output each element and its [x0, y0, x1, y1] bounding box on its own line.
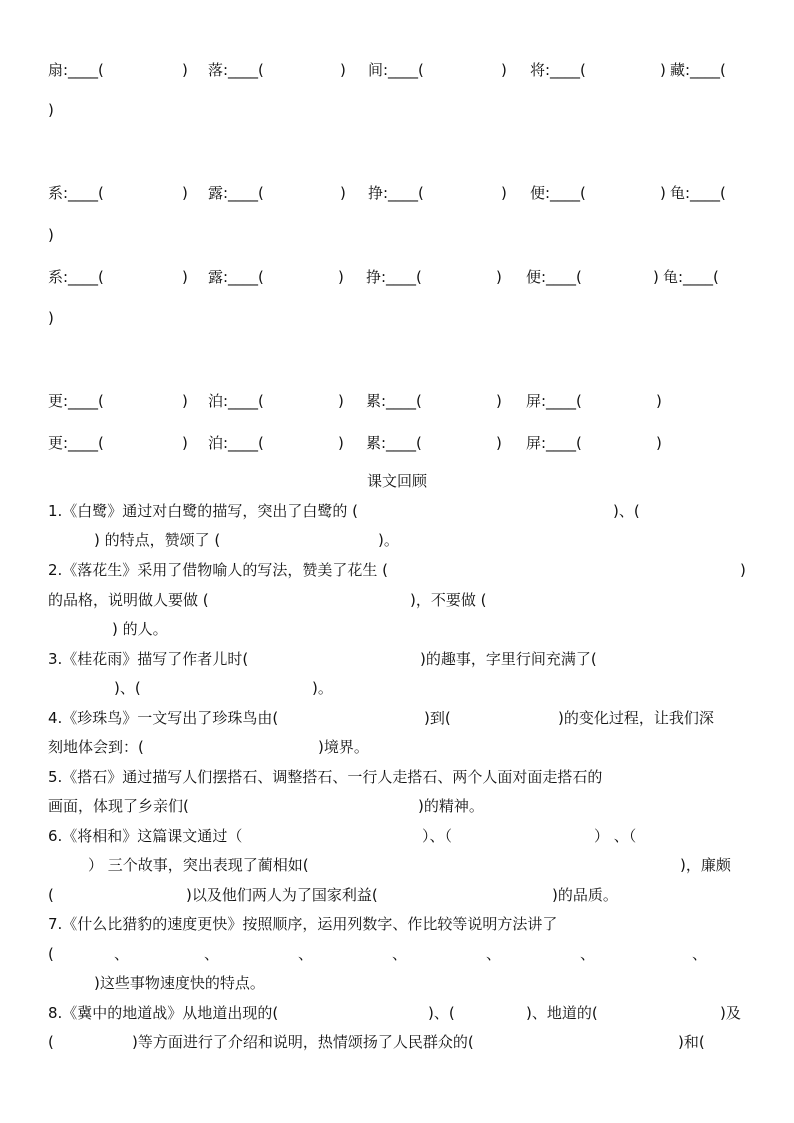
char-blank[interactable]: 泊:____( [208, 434, 264, 452]
char-blank[interactable]: 间:____( [368, 61, 424, 79]
question-5: 5.《搭石》通过描写人们摆搭石、调整搭石、一行人走搭石、两个人面对面走搭石的 [48, 768, 603, 786]
char-blank[interactable]: 挣:____( [366, 268, 422, 286]
char-blank[interactable]: 便:____( [530, 184, 586, 202]
question-1: 1.《白鹭》通过对白鹭的描写，突出了白鹭的 ( )、( [48, 502, 640, 520]
char-blank[interactable]: 屏:____( [526, 434, 582, 452]
question-1-cont: ) 的特点，赞颂了 ( )。 [94, 531, 399, 549]
char-blank[interactable]: 将:____( [530, 61, 586, 79]
char-row-3: 系:____( ) 露:____( ) 挣:____( ) 便:____( ) 龟:____( [48, 264, 748, 290]
char-blank[interactable]: 累:____( [366, 392, 422, 410]
char-row-2: 系:____( ) 露:____( ) 挣:____( ) 便:____( ) 龟:____( [48, 180, 748, 206]
question-7-cont2: )这些事物速度快的特点。 [94, 974, 265, 992]
char-blank[interactable]: 露:____( [208, 268, 264, 286]
char-blank[interactable]: 便:____( [526, 268, 582, 286]
question-2-cont: 的品格，说明做人要做 ( )，不要做 ( [48, 591, 487, 609]
question-6: 6.《将相和》这篇课文通过（ ）、（ ） 、（ [48, 827, 637, 845]
char-blank[interactable]: 系:____( [48, 184, 104, 202]
question-4: 4.《珍珠鸟》一文写出了珍珠鸟由( )到( )的变化过程，让我们深 [48, 709, 714, 727]
question-6-cont: ） 三个故事，突出表现了蔺相如( )，廉颇 [88, 856, 731, 874]
char-row-2-wrap: ) [48, 226, 54, 244]
char-blank[interactable]: 扇:____( [48, 61, 104, 79]
char-blank[interactable]: 更:____( [48, 434, 104, 452]
char-blank[interactable]: 龟:____( [663, 268, 719, 286]
question-4-cont: 刻地体会到：( )境界。 [48, 738, 369, 756]
question-7: 7.《什么比猎豹的速度更快》按照顺序，运用列数字、作比较等说明方法讲了 [48, 915, 558, 933]
section-title: 课文回顾 [366, 472, 427, 490]
char-blank[interactable]: 龟:____( [670, 184, 726, 202]
char-blank[interactable]: 挣:____( [368, 184, 424, 202]
char-blank[interactable]: 落:____( [208, 61, 264, 79]
char-row-5: 更:____( ) 泊:____( ) 累:____( ) 屏:____( ) [48, 430, 748, 456]
question-3-cont: )、( )。 [114, 679, 333, 697]
char-blank[interactable]: 露:____( [208, 184, 264, 202]
char-blank[interactable]: 更:____( [48, 392, 104, 410]
char-row-1: 扇:____( ) 落:____( ) 间:____( ) 将:____( ) 藏:____( [48, 57, 748, 83]
char-blank[interactable]: 屏:____( [526, 392, 582, 410]
char-blank[interactable]: 泊:____( [208, 392, 264, 410]
char-blank[interactable]: 藏:____( [670, 61, 726, 79]
question-8-cont: ( )等方面进行了介绍和说明，热情颂扬了人民群众的( )和( [48, 1033, 705, 1051]
question-7-cont: ( 、 、 、 、 、 、 、 [48, 945, 708, 963]
question-2: 2.《落花生》采用了借物喻人的写法，赞美了花生 ( ) [48, 561, 746, 579]
question-5-cont: 画面，体现了乡亲们( )的精神。 [48, 797, 484, 815]
char-row-4: 更:____( ) 泊:____( ) 累:____( ) 屏:____( ) [48, 388, 748, 414]
char-row-1-wrap: ) [48, 101, 54, 119]
char-blank[interactable]: 累:____( [366, 434, 422, 452]
question-2-cont2: ) 的人。 [112, 620, 168, 638]
question-8: 8.《冀中的地道战》从地道出现的( )、( )、地道的( )及 [48, 1004, 741, 1022]
question-3: 3.《桂花雨》描写了作者儿时( )的趣事，字里行间充满了( [48, 650, 597, 668]
question-6-cont2: ( )以及他们两人为了国家利益( )的品质。 [48, 886, 618, 904]
char-blank[interactable]: 系:____( [48, 268, 104, 286]
char-row-3-wrap: ) [48, 309, 54, 327]
